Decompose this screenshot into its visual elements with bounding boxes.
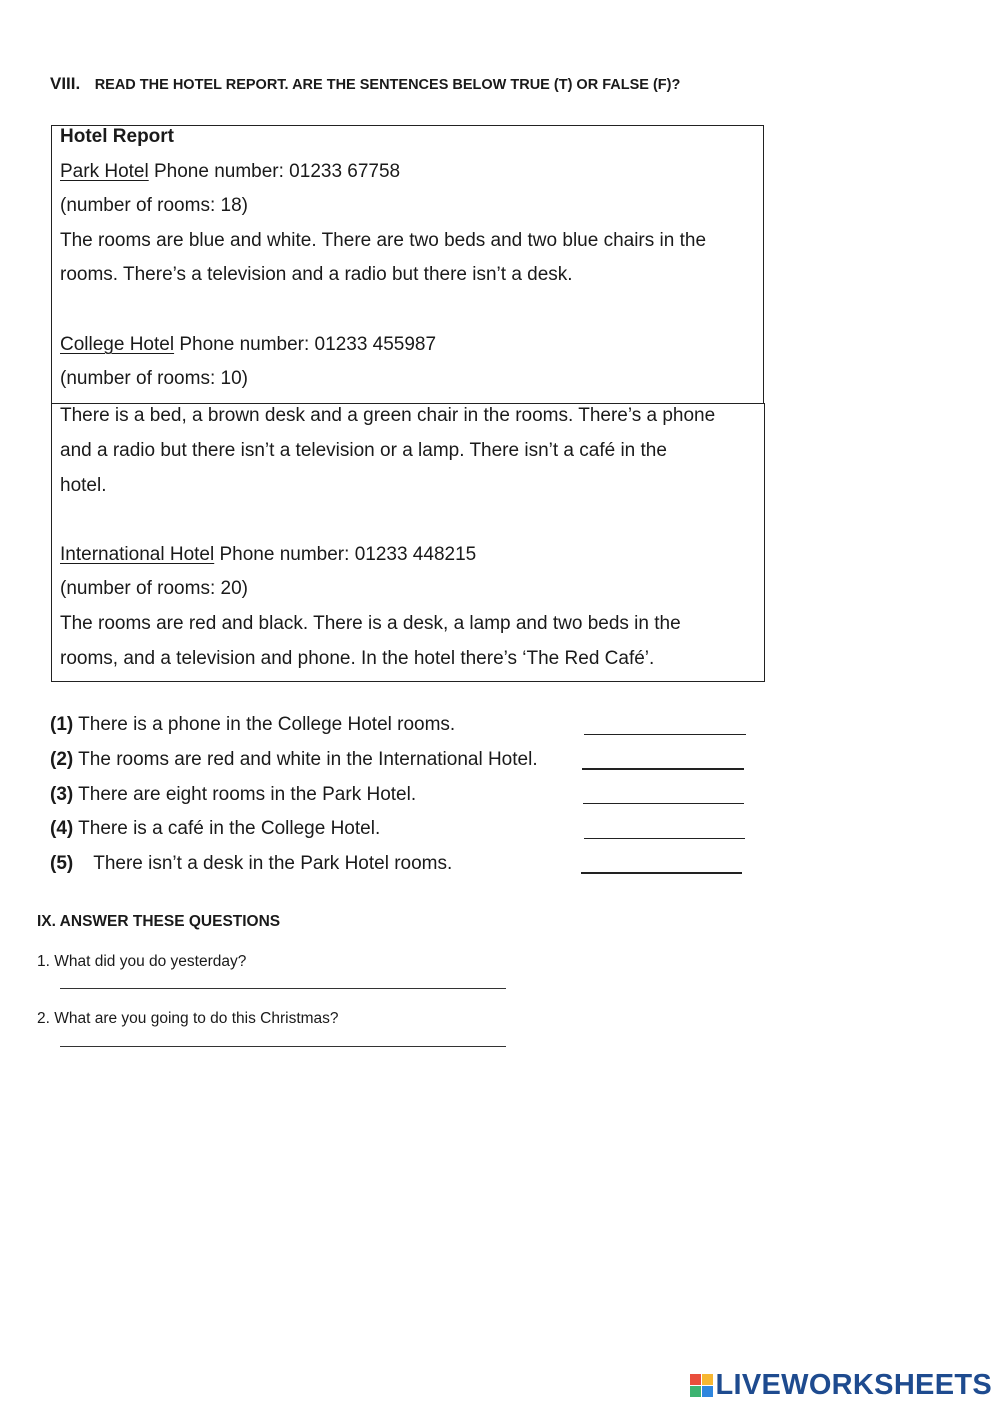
park-hotel-phone: Phone number: 01233 67758 [148,161,401,182]
park-hotel-desc-1: The rooms are blue and white. There are two beds and two blue chairs in the [60,230,707,251]
statement-2 [50,749,538,771]
statement-1 [50,714,455,736]
logo-text: LIVEWORKSHEETS [715,1369,992,1401]
report-heading: Hotel Report [60,126,174,147]
answer-blank-2[interactable] [582,768,744,770]
college-hotel-rooms: (number of rooms: 10) [60,368,248,389]
statement-number: (2) [50,749,74,770]
statement-number: (4) [50,818,74,839]
park-hotel-phone-line [60,155,400,190]
answer-blank-1[interactable] [584,734,746,735]
park-hotel-name: Park Hotel [60,161,149,182]
statement-4 [50,818,380,840]
college-hotel-phone: Phone number: 01233 455987 [174,334,437,355]
statement-number: (3) [50,784,74,805]
statement-text: There is a phone in the College Hotel rooms. [73,714,456,735]
international-hotel-desc-1: The rooms are red and black. There is a desk, a lamp and two beds in the [60,613,681,634]
international-hotel-desc-2: rooms, and a television and phone. In the hotel there’s ‘The Red Café’. [60,648,655,669]
question-2-answer-line[interactable] [60,1046,506,1047]
international-hotel-phone: Phone number: 01233 448215 [214,544,477,565]
answer-blank-4[interactable] [584,838,745,839]
question-1-answer-line[interactable] [60,988,506,989]
park-hotel-rooms: (number of rooms: 18) [60,195,248,216]
section-8-heading [50,74,680,94]
statement-text: There is a café in the College Hotel. [73,818,381,839]
park-hotel-desc-2: rooms. There’s a television and a radio but there isn’t a desk. [60,264,573,285]
statement-text: There are eight rooms in the Park Hotel. [73,784,417,805]
college-hotel-desc-1: There is a bed, a brown desk and a green chair in the rooms. There’s a phone [60,405,716,426]
question-2: 2. What are you going to do this Christmas? [37,1010,339,1027]
answer-blank-5[interactable] [581,872,742,874]
college-hotel-desc-3: hotel. [60,475,107,496]
section-8-number: VIII. [50,74,81,93]
statement-text: There isn’t a desk in the Park Hotel rooms. [93,853,453,874]
logo-square [690,1386,701,1397]
international-hotel-phone-line [60,538,476,573]
international-hotel-rooms: (number of rooms: 20) [60,578,248,599]
statement-number: (1) [50,714,74,735]
logo-square [690,1374,701,1385]
statement-3 [50,784,416,806]
statement-text: The rooms are red and white in the International Hotel. [73,749,538,770]
answer-blank-3[interactable] [583,803,744,804]
college-hotel-phone-line [60,328,436,363]
question-1: 1. What did you do yesterday? [37,953,247,970]
international-hotel-name: International Hotel [60,544,215,565]
logo-icon [690,1374,713,1397]
logo-square [702,1374,713,1385]
statement-number: (5) [50,853,74,874]
liveworksheets-logo [690,1369,993,1402]
statement-5 [50,853,452,875]
logo-square [702,1386,713,1397]
college-hotel-desc-2: and a radio but there isn’t a television or a lamp. There isn’t a café in the [60,440,667,461]
section-9-title: IX. ANSWER THESE QUESTIONS [37,913,281,930]
college-hotel-name: College Hotel [60,334,175,355]
section-8-title: READ THE HOTEL REPORT. ARE THE SENTENCES BELOW TRUE (T) OR FALSE (F)? [94,77,681,93]
